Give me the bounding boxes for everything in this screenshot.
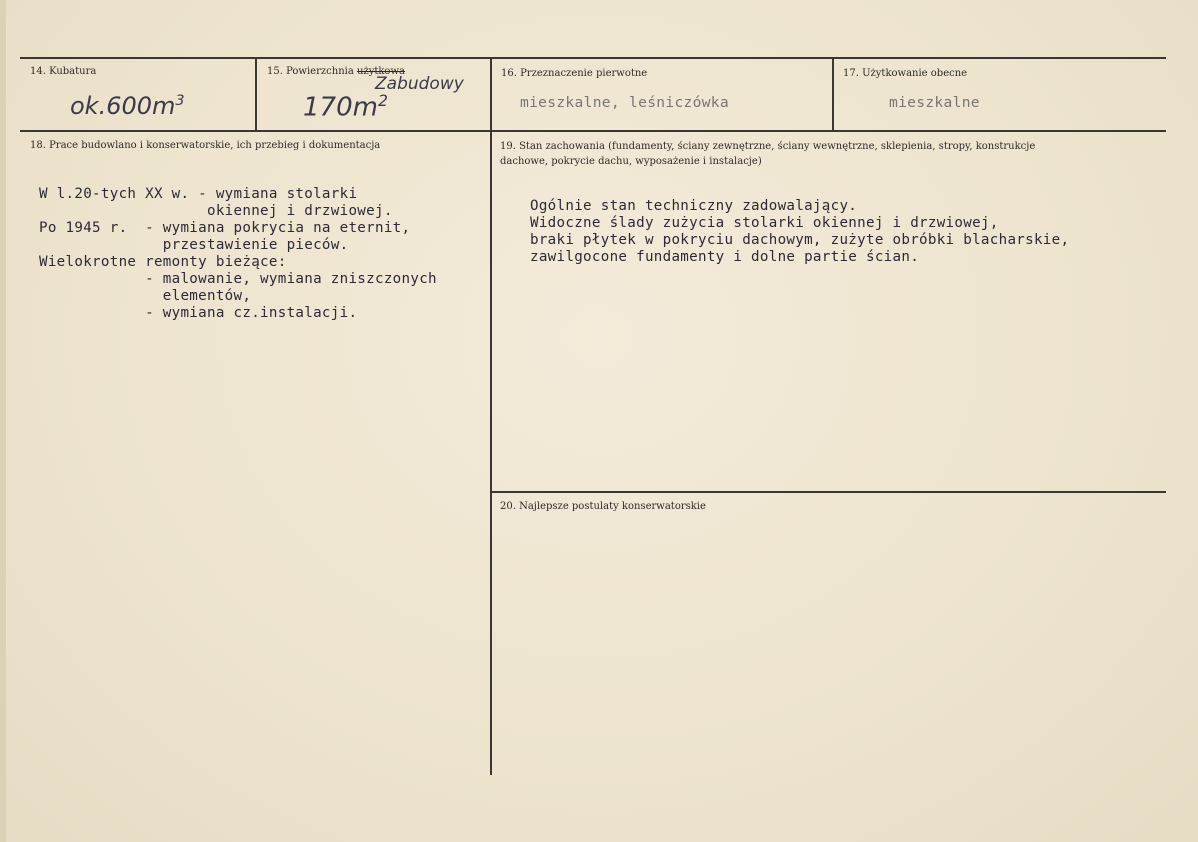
divider-main: [490, 57, 492, 775]
field-15-value-text: 170m: [303, 92, 378, 123]
field-18-line: przestawienie pieców.: [39, 237, 349, 253]
field-18-line: Wielokrotne remonty bieżące:: [39, 254, 287, 270]
field-19-line: zawilgocone fundamenty i dolne partie ścian.: [530, 249, 920, 265]
field-14-value-text: ok.600m: [70, 92, 176, 120]
field-20-label: 20. Najlepsze postulaty konserwatorskie: [500, 501, 706, 512]
field-18-line: - wymiana cz.instalacji.: [39, 305, 358, 321]
field-15-value-exponent: 2: [377, 92, 388, 110]
field-18-line: W l.20-tych XX w. - wymiana stolarki: [39, 186, 358, 202]
field-15-label-prefix: 15. Powierzchnia: [267, 66, 357, 77]
field-19-line: Widoczne ślady zużycia stolarki okiennej i drzwiowej,: [530, 215, 999, 231]
field-18-line: Po 1945 r. - wymiana pokrycia na eternit,: [39, 220, 411, 236]
field-19-label-line-1: 19. Stan zachowania (fundamenty, ściany zewnętrzne, ściany wewnętrzne, sklepienia, stropy, konstrukcje: [500, 141, 1036, 152]
header-bottom-rule: [20, 130, 1166, 132]
field-17-label: 17. Użytkowanie obecne: [843, 68, 968, 79]
field-14-value-exponent: 3: [175, 93, 185, 109]
card-edge: [0, 0, 6, 842]
section-19-20-rule: [491, 491, 1166, 493]
field-18-line: - malowanie, wymiana zniszczonych: [39, 271, 437, 287]
field-16-label: 16. Przeznaczenie pierwotne: [501, 68, 648, 79]
top-rule: [20, 57, 1166, 59]
field-14-handwritten-value: [70, 92, 185, 120]
field-14-label: 14. Kubatura: [30, 66, 97, 77]
divider-16-17: [832, 57, 834, 131]
field-19-line: braki płytek w pokryciu dachowym, zużyte obróbki blacharskie,: [530, 232, 1070, 248]
field-18-label: 18. Prace budowlano i konserwatorskie, ich przebieg i dokumentacja: [30, 140, 381, 151]
field-18-line: okiennej i drzwiowej.: [39, 203, 393, 219]
field-19-line: Ogólnie stan techniczny zadowalający.: [530, 198, 858, 214]
field-15-label-struck: użytkowa: [356, 66, 405, 77]
field-19-label-line-2: dachowe, pokrycie dachu, wyposażenie i instalacje): [500, 156, 762, 167]
field-17-value: mieszkalne: [889, 94, 980, 111]
field-18-text: [39, 169, 437, 339]
field-15-handwritten-value: [303, 92, 388, 123]
field-18-line: elementów,: [39, 288, 252, 304]
divider-14-15: [255, 57, 257, 131]
field-15-handwritten-insert: Zabudowy: [375, 74, 464, 94]
field-19-text: [530, 181, 1069, 283]
field-16-value: mieszkalne, leśniczówka: [520, 94, 729, 111]
